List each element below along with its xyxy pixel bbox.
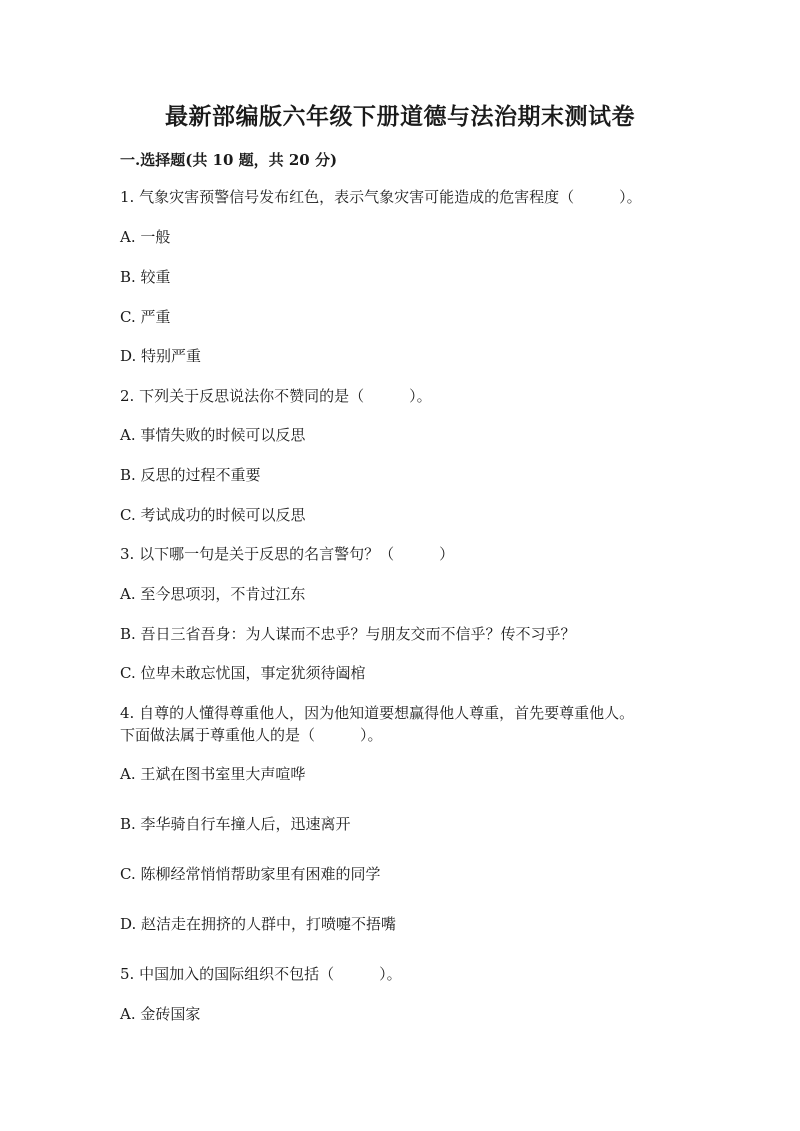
question-3-option-a: A. 至今思项羽，不肯过江东 — [120, 585, 306, 603]
question-5-option-a: A. 金砖国家 — [120, 1005, 201, 1023]
question-4-option-b: B. 李华骑自行车撞人后，迅速离开 — [120, 815, 351, 833]
section-heading: 一.选择题(共 10 题，共 20 分) — [120, 151, 338, 169]
question-5-stem: 5. 中国加入的国际组织不包括（ ）。 — [120, 965, 402, 983]
question-4-option-d: D. 赵洁走在拥挤的人群中，打喷嚏不捂嘴 — [120, 915, 397, 933]
question-4-stem-line-1: 4. 自尊的人懂得尊重他人，因为他知道要想赢得他人尊重，首先要尊重他人。 — [120, 704, 635, 722]
question-3-stem: 3. 以下哪一句是关于反思的名言警句？（ ） — [120, 545, 455, 563]
question-2-option-a: A. 事情失败的时候可以反思 — [120, 426, 306, 444]
question-1-stem: 1. 气象灾害预警信号发布红色，表示气象灾害可能造成的危害程度（ ）。 — [120, 188, 642, 206]
question-4-option-a: A. 王斌在图书室里大声喧哗 — [120, 765, 306, 783]
question-2-option-b: B. 反思的过程不重要 — [120, 466, 261, 484]
question-1-option-d: D. 特别严重 — [120, 347, 202, 365]
question-4-stem-line-2: 下面做法属于尊重他人的是（ ）。 — [120, 726, 383, 744]
question-1-option-a: A. 一般 — [120, 228, 171, 246]
question-4-option-c: C. 陈柳经常悄悄帮助家里有困难的同学 — [120, 865, 381, 883]
question-3-option-b: B. 吾日三省吾身：为人谋而不忠乎？与朋友交而不信乎？传不习乎？ — [120, 625, 576, 643]
question-1-option-b: B. 较重 — [120, 268, 171, 286]
page-title: 最新部编版六年级下册道德与法治期末测试卷 — [165, 103, 635, 130]
question-3-option-c: C. 位卑未敢忘忧国，事定犹须待阖棺 — [120, 664, 366, 682]
question-2-option-c: C. 考试成功的时候可以反思 — [120, 506, 306, 524]
question-2-stem: 2. 下列关于反思说法你不赞同的是（ ）。 — [120, 387, 432, 405]
question-1-option-c: C. 严重 — [120, 308, 171, 326]
